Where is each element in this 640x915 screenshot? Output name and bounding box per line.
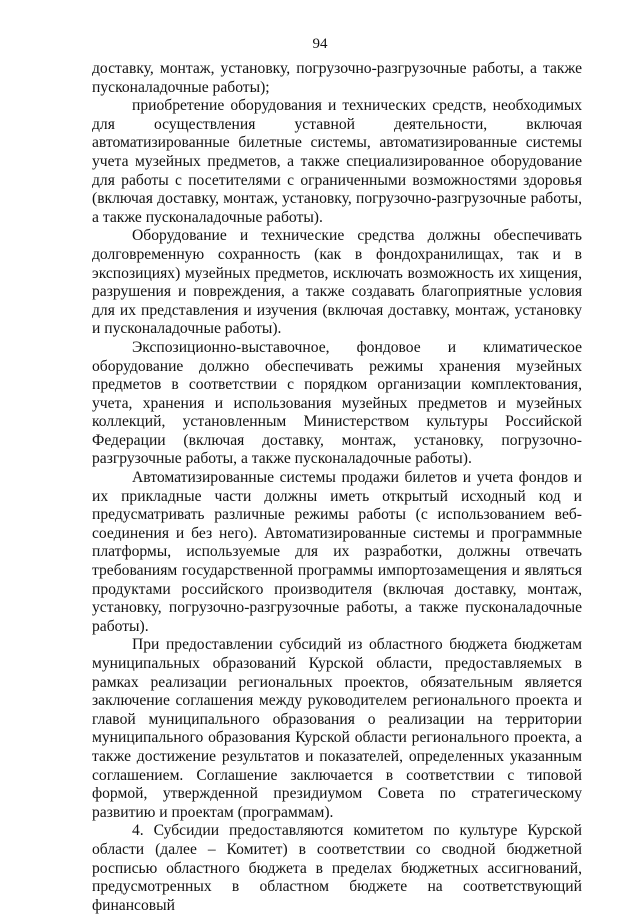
paragraph: приобретение оборудования и технических средств, необходимых для осуществления уставной деятельности, включая автоматизированные билетные системы, автоматизированные системы учета музейных предметов, а также специализированное оборудование для работы с посетителями с ограниченными возможностями здоровья (включая доставку, монтаж, установку, погрузочно-разгрузочные работы, а также пусконаладочные работы). bbox=[92, 97, 582, 226]
paragraph: При предоставлении субсидий из областного бюджета бюджетам муниципальных образований Курской области, предоставляемых в рамках реализации региональных проектов, обязательным является заключение соглашения между руководителем регионального проекта и главой муниципального образования о реализации на территории муниципального образования Курской области регионального проекта, а также достижение результатов и показателей, определенных указанным соглашением. Соглашение заключается в соответствии с типовой формой, утвержденной президиумом Совета по стратегическому развитию и проектам (программам). bbox=[92, 636, 582, 821]
paragraph: Оборудование и технические средства должны обеспечивать долговременную сохранность (как в фондохранилищах, так и в экспозициях) музейных предметов, исключать возможность их хищения, разрушения и повреждения, а также создавать благоприятные условия для их представления и изучения (включая доставку, монтаж, установку и пусконаладочные работы). bbox=[92, 227, 582, 338]
paragraph: Экспозиционно-выставочное, фондовое и климатическое оборудование должно обеспечивать режимы хранения музейных предметов в соответствии с порядком организации комплектования, учета, хранения и использования музейных предметов и музейных коллекций, установленным Министерством культуры Российской Федерации (включая доставку, монтаж, установку, погрузочно-разгрузочные работы, а также пусконаладочные работы). bbox=[92, 338, 582, 468]
paragraph: доставку, монтаж, установку, погрузочно-разгрузочные работы, а также пусконаладочные работы); bbox=[92, 60, 582, 96]
page-number: 94 bbox=[312, 36, 328, 52]
paragraph: 4. Субсидии предоставляются комитетом по культуре Курской области (далее – Комитет) в соответствии со сводной бюджетной росписью областного бюджета в пределах бюджетных ассигнований, предусмотренных в областном бюджете на соответствующий финансовый bbox=[92, 822, 582, 914]
document-body bbox=[92, 60, 582, 915]
paragraph: Автоматизированные системы продажи билетов и учета фондов и их прикладные части должны иметь открытый исходный код и предусматривать различные режимы работы (с использованием веб-соединения и без него). Автоматизированные системы и программные платформы, используемые для их разработки, должны отвечать требованиям государственной программы импортозамещения и являться продуктами российского производителя (включая доставку, монтаж, установку, погрузочно-разгрузочные работы, а также пусконаладочные работы). bbox=[92, 469, 582, 635]
